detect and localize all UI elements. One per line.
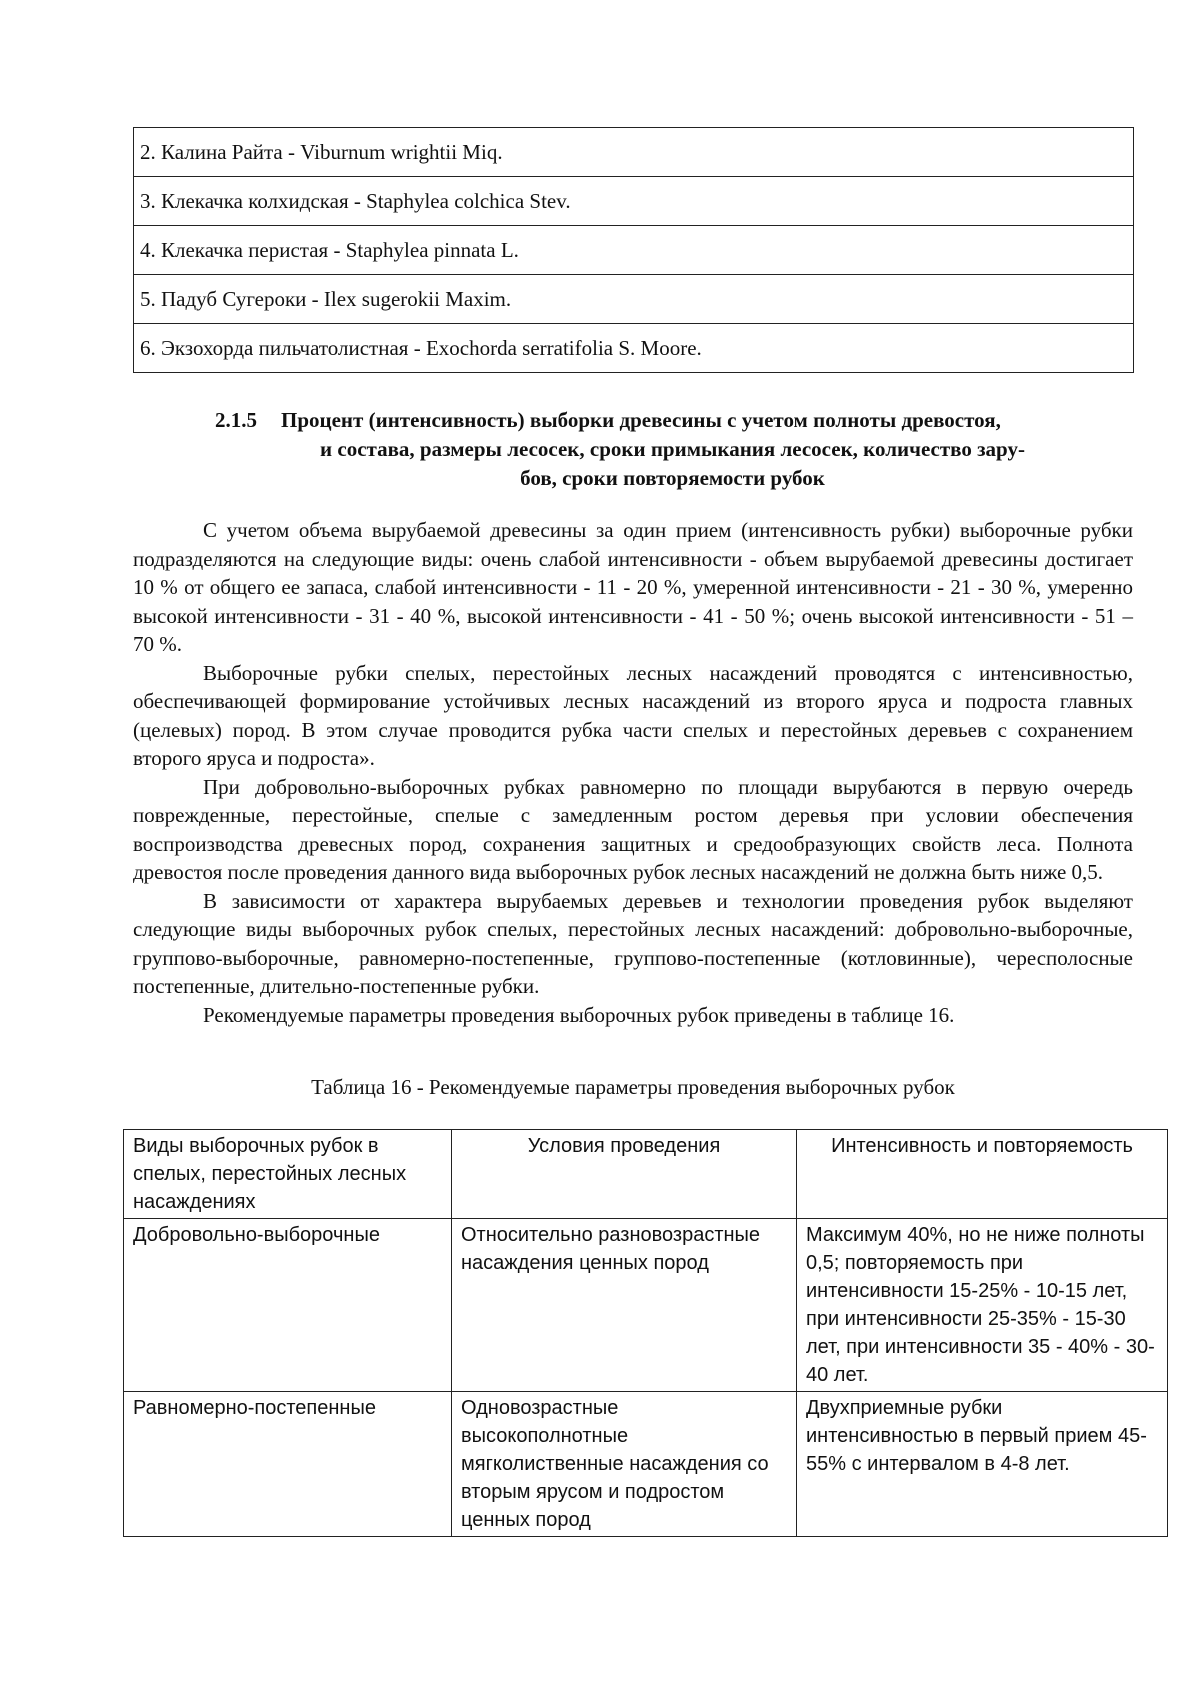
table-row [134,128,1134,177]
table-cell: Двухприемные рубки интенсивностью в первый прием 45-55% с интервалом в 4-8 лет. [797,1392,1168,1537]
species-cell: 6. Экзохорда пильчатолистная - Exochorda serratifolia S. Moore. [134,324,1134,373]
section-number: 2.1.5 [215,408,257,432]
species-cell: 2. Калина Райта - Viburnum wrightii Miq. [134,128,1134,177]
table-cell: Относительно разновозрастные насаждения ценных пород [452,1219,797,1392]
table-row [124,1219,1168,1392]
body-text [133,516,1133,1029]
paragraph: Рекомендуемые параметры проведения выборочных рубок приведены в таблице 16. [203,1002,955,1027]
heading-title-line: и состава, размеры лесосек, сроки примыкания лесосек, количество зару- [320,437,1025,461]
table-row [134,275,1134,324]
paragraph: В зависимости от характера вырубаемых деревьев и технологии проведения рубок выделяют следующие виды выборочных рубок спелых, перестойных лесных насаждений: добровольно-выборочные, группово-выборочные, равномерно-постепенные, группово-постепенные (котловинные), чересполосные постепенные, длительно-постепенные рубки. [133,888,1133,998]
paragraph: Выборочные рубки спелых, перестойных лесных насаждений проводятся с интенсивностью, обеспечивающей формирование устойчивых лесных насаждений из второго яруса и подроста главных (целевых) пород. В этом случае проводится рубка части спелых и перестойных деревьев с сохранением второго яруса и подроста». [133,660,1133,770]
species-cell: 4. Клекачка перистая - Staphylea pinnata L. [134,226,1134,275]
table-row [124,1392,1168,1537]
section-heading [215,406,1130,493]
table-header-row [124,1130,1168,1219]
heading-title-line: Процент (интенсивность) выборки древесины с учетом полноты древостоя, [281,408,1001,432]
header-cell: Условия проведения [452,1130,797,1219]
params-table [123,1129,1168,1537]
header-cell: Виды выборочных рубок в спелых, перестойных лесных насаждениях [124,1130,452,1219]
table-caption: Таблица 16 - Рекомендуемые параметры проведения выборочных рубок [311,1075,955,1099]
heading-title-line: бов, сроки повторяемости рубок [520,466,825,490]
table-cell: Одновозрастные высокополнотные мягколиственные насаждения со вторым ярусом и подростом ценных пород [452,1392,797,1537]
species-list-table [133,127,1134,373]
table-cell: Максимум 40%, но не ниже полноты 0,5; повторяемость при интенсивности 15-25% - 10-15 лет, при интенсивности 25-35% - 15-30 лет, при интенсивности 35 - 40% - 30-40 лет. [797,1219,1168,1392]
species-cell: 5. Падуб Сугероки - Ilex sugerokii Maxim. [134,275,1134,324]
table-row [134,177,1134,226]
species-cell: 3. Клекачка колхидская - Staphylea colchica Stev. [134,177,1134,226]
table-row [134,226,1134,275]
paragraph: При добровольно-выборочных рубках равномерно по площади вырубаются в первую очередь поврежденные, перестойные, спелые с замедленным ростом деревья при условии обеспечения воспроизводства древесных пород, сохранения защитных и средообразующих свойств леса. Полнота древостоя после проведения данного вида выборочных рубок лесных насаждений не должна быть ниже 0,5. [133,774,1133,884]
table-row [134,324,1134,373]
table-cell: Равномерно-постепенные [124,1392,452,1537]
paragraph: С учетом объема вырубаемой древесины за один прием (интенсивность рубки) выборочные рубки подразделяются на следующие виды: очень слабой интенсивности - объем вырубаемой древесины достигает 10 % от общего ее запаса, слабой интенсивности - 11 - 20 %, умеренной интенсивности - 21 - 30 %, умеренно высокой интенсивности - 31 - 40 %, высокой интенсивности - 41 - 50 %; очень высокой интенсивности - 51 – 70 %. [133,518,1133,656]
heading-line-1 [215,406,1130,435]
header-cell: Интенсивность и повторяемость [797,1130,1168,1219]
table-cell: Добровольно-выборочные [124,1219,452,1392]
